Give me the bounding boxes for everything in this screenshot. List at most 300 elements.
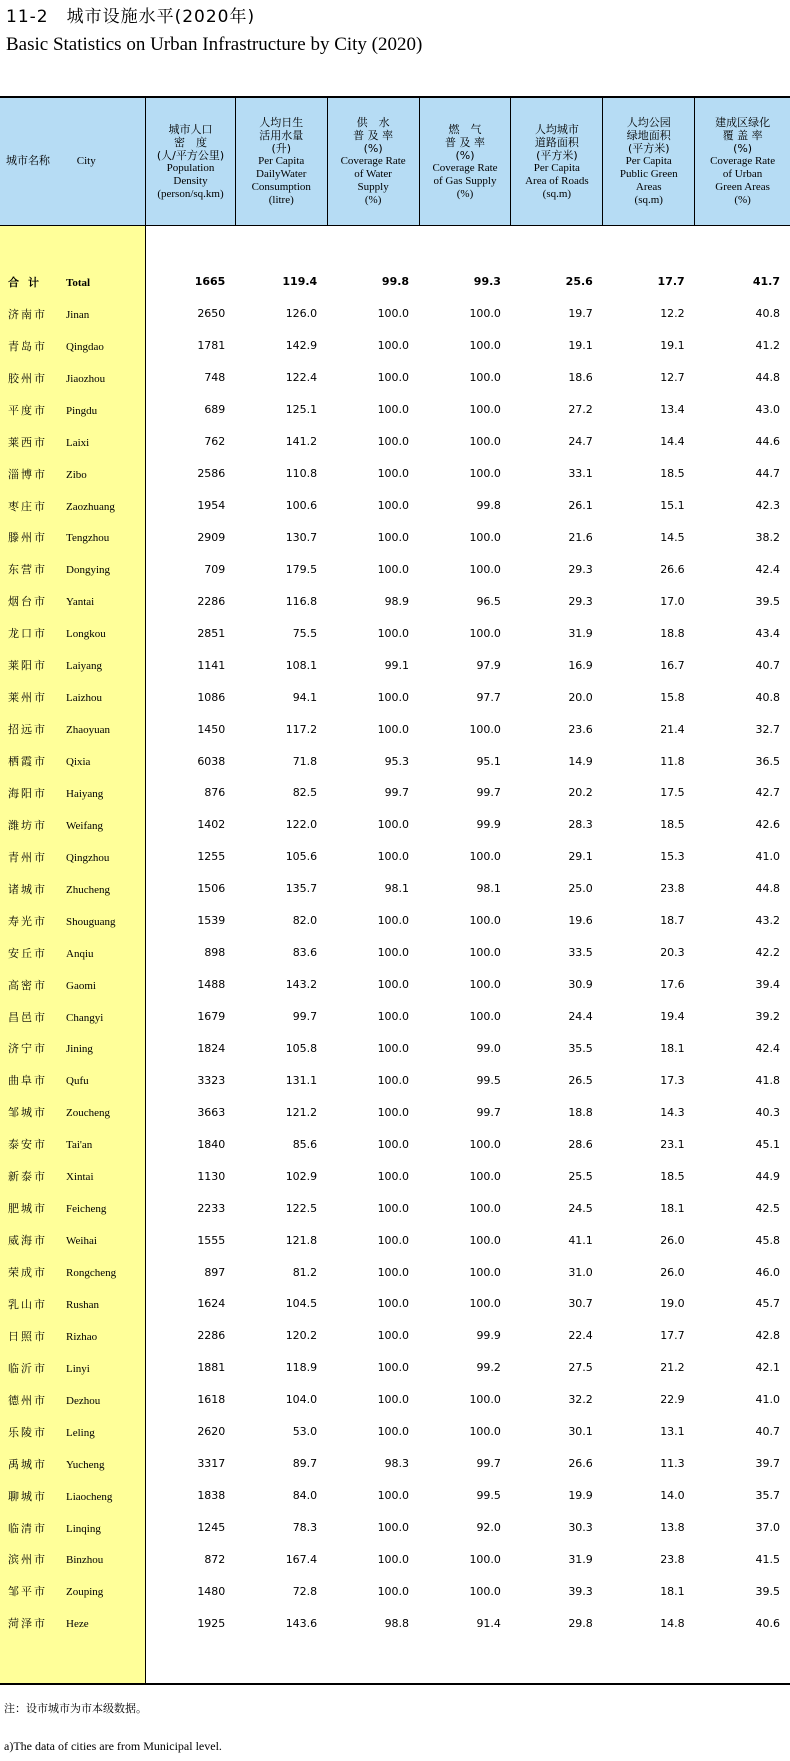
city-cell: [0, 522, 146, 554]
value-cell: 81.2: [292, 1265, 318, 1279]
city-name-cn: 莱西市: [8, 435, 47, 449]
value-cell: 41.5: [755, 1552, 780, 1566]
value-cell: 117.2: [285, 722, 318, 736]
value-cell: 1480: [197, 1584, 226, 1598]
table-row: [0, 873, 790, 905]
city-cell: [0, 745, 146, 777]
table-row: [0, 809, 790, 841]
value-cell: 19.4: [660, 1010, 685, 1024]
value-cell: 122.4: [285, 371, 318, 385]
header-cn-line: 普 及 率: [445, 135, 485, 149]
value-cell: 1506: [197, 882, 226, 896]
city-name-cn: 乐陵市: [8, 1425, 47, 1439]
value-cell: 21.6: [568, 530, 593, 544]
value-cell: 1618: [197, 1393, 226, 1407]
city-name-cn: 聊城市: [8, 1489, 47, 1503]
table-row: [0, 713, 790, 745]
value-cell: 46.0: [755, 1265, 780, 1279]
value-cell: 1245: [197, 1521, 226, 1535]
value-cell: 84.0: [292, 1489, 318, 1503]
value-cell: 99.3: [473, 275, 501, 289]
spacer-row: [0, 1639, 790, 1683]
header-cn-line: 人均日生: [259, 116, 304, 129]
value-cell: 19.7: [568, 307, 593, 321]
value-cell: 99.7: [476, 1457, 501, 1471]
value-cell: 2233: [197, 1201, 226, 1215]
city-name-cn: 济宁市: [8, 1042, 47, 1056]
value-cell: 28.3: [568, 818, 593, 832]
value-cell: 100.0: [469, 946, 501, 960]
value-cell: 71.8: [292, 754, 318, 768]
value-cell: 1555: [197, 1233, 226, 1247]
value-cell: 40.3: [755, 1105, 780, 1119]
city-name-cn: 曲阜市: [8, 1074, 47, 1088]
city-name-cn: 枣庄市: [8, 499, 47, 513]
value-cell: 2620: [197, 1425, 226, 1439]
value-cell: 18.5: [660, 467, 685, 481]
value-cell: 130.7: [285, 530, 318, 544]
city-name-cn: 莱州市: [8, 691, 47, 705]
value-cell: 14.8: [660, 1616, 685, 1630]
value-cell: 18.8: [568, 1105, 593, 1119]
value-cell: 104.5: [285, 1297, 318, 1311]
value-cell: 100.0: [377, 435, 410, 449]
city-name-en: Zhaoyuan: [66, 724, 110, 737]
header-cn-line: (平方米): [536, 148, 578, 162]
value-cell: 13.1: [660, 1425, 685, 1439]
value-cell: 100.0: [377, 1010, 410, 1024]
value-cell: 18.1: [660, 1201, 685, 1215]
city-name-cn: 栖霞市: [8, 755, 47, 769]
value-cell: 116.8: [285, 594, 318, 608]
value-cell: 100.0: [469, 1169, 501, 1183]
value-cell: 97.7: [476, 690, 501, 704]
value-cell: 14.0: [660, 1489, 685, 1503]
value-cell: 3323: [197, 1073, 226, 1087]
table-row: [0, 394, 790, 426]
value-cell: 3317: [197, 1457, 226, 1471]
value-cell: 100.0: [469, 562, 501, 576]
header-en-line: Per Capita: [533, 161, 580, 174]
value-cell: 75.5: [292, 626, 318, 640]
value-cell: 1624: [197, 1297, 226, 1311]
value-cell: 100.0: [377, 1105, 410, 1119]
value-cell: 99.5: [476, 1073, 501, 1087]
header-en-line: Coverage Rate: [710, 155, 776, 167]
table-row: [0, 1192, 790, 1224]
city-name-cn: 海阳市: [8, 786, 47, 800]
value-cell: 30.7: [568, 1297, 593, 1311]
value-cell: 100.0: [377, 1393, 410, 1407]
header-cn-line: (%): [455, 148, 475, 162]
city-cell: [0, 713, 146, 745]
value-cell: 99.8: [476, 499, 501, 513]
table-row: [0, 1033, 790, 1065]
value-cell: 131.1: [285, 1073, 318, 1087]
value-cell: 16.9: [568, 658, 593, 672]
city-name-cn: 昌邑市: [8, 1010, 47, 1024]
value-cell: 100.0: [469, 1201, 501, 1215]
value-cell: 100.0: [377, 1297, 410, 1311]
value-cell: 20.3: [660, 946, 685, 960]
header-cn-line: 燃 气: [448, 122, 482, 136]
statistics-table: [0, 98, 790, 1683]
value-cell: 41.0: [755, 1393, 780, 1407]
value-cell: 1838: [197, 1489, 226, 1503]
value-cell: 44.8: [755, 371, 780, 385]
city-cell: [0, 1192, 146, 1224]
city-name-en: Qixia: [66, 756, 91, 769]
value-cell: 43.2: [755, 914, 780, 928]
header-en-line: (%): [734, 194, 751, 206]
value-cell: 98.1: [384, 882, 410, 896]
value-cell: 97.9: [476, 658, 501, 672]
value-cell: 1665: [194, 275, 226, 289]
value-cell: 39.4: [755, 978, 780, 992]
table-title-cn: 11-2 城市设施水平(2020年): [6, 7, 256, 27]
city-name-cn: 临清市: [8, 1521, 47, 1535]
city-name-en: Qingdao: [66, 340, 104, 353]
city-name-en: Rongcheng: [66, 1267, 117, 1280]
city-name-cn: 东营市: [8, 563, 47, 577]
value-cell: 121.2: [285, 1105, 318, 1119]
table-row: [0, 1256, 790, 1288]
value-cell: 15.3: [660, 850, 685, 864]
city-name-en: Weifang: [66, 819, 103, 832]
city-cell: [0, 777, 146, 809]
value-cell: 17.5: [660, 786, 685, 800]
city-name-cn: 济南市: [8, 307, 47, 321]
value-cell: 82.0: [292, 914, 318, 928]
table-row: [0, 1416, 790, 1448]
header-en-line: of Urban: [722, 168, 763, 180]
table-row: [0, 841, 790, 873]
value-cell: 29.3: [568, 562, 593, 576]
value-cell: 125.1: [285, 403, 318, 417]
value-cell: 100.0: [377, 403, 410, 417]
value-cell: 2286: [197, 594, 226, 608]
city-cell: [0, 1544, 146, 1576]
city-cell: [0, 490, 146, 522]
value-cell: 40.7: [755, 1425, 780, 1439]
value-cell: 78.3: [292, 1521, 318, 1535]
value-cell: 1539: [197, 914, 226, 928]
footnote-cn: 注：设市城市为市本级数据。: [4, 1702, 147, 1715]
city-name-en: Qingzhou: [66, 851, 110, 864]
city-name-cn: 胶州市: [8, 371, 47, 385]
city-cell: [0, 458, 146, 490]
table-row: [0, 1288, 790, 1320]
city-name-en: Yucheng: [66, 1458, 105, 1471]
city-name-cn: 高密市: [8, 978, 47, 992]
table-row: [0, 1352, 790, 1384]
value-cell: 14.3: [660, 1105, 685, 1119]
value-cell: 897: [204, 1265, 226, 1279]
header-population-density: [146, 98, 236, 226]
header-park-green-area: [603, 98, 695, 226]
value-cell: 28.6: [568, 1137, 593, 1151]
value-cell: 14.5: [660, 530, 685, 544]
value-cell: 17.3: [660, 1073, 685, 1087]
value-cell: 100.0: [469, 1297, 501, 1311]
city-name-cn: 邹城市: [8, 1106, 47, 1120]
header-cn-line: 密 度: [173, 135, 207, 149]
value-cell: 19.6: [568, 914, 593, 928]
city-cell: [0, 649, 146, 681]
header-row: [0, 98, 790, 226]
value-cell: 23.6: [568, 722, 593, 736]
value-cell: 99.7: [292, 1010, 318, 1024]
value-cell: 142.9: [285, 339, 318, 353]
header-cn-line: (人/平方公里): [156, 148, 225, 162]
value-cell: 16.7: [660, 658, 685, 672]
value-cell: 23.8: [660, 882, 685, 896]
value-cell: 99.7: [384, 786, 410, 800]
value-cell: 98.3: [384, 1457, 410, 1471]
value-cell: 39.5: [755, 594, 780, 608]
value-cell: 1488: [197, 978, 226, 992]
value-cell: 94.1: [292, 690, 318, 704]
table-row: [0, 266, 790, 298]
header-water-consumption: [235, 98, 327, 226]
table-row: [0, 298, 790, 330]
city-name-en: Zoucheng: [66, 1107, 110, 1120]
header-cn-line: 普 及 率: [353, 129, 394, 142]
value-cell: 41.7: [752, 275, 780, 289]
value-cell: 42.5: [755, 1201, 780, 1215]
city-name-en: Changyi: [66, 1011, 104, 1024]
value-cell: 110.8: [285, 467, 318, 481]
table-row: [0, 1001, 790, 1033]
value-cell: 85.6: [292, 1137, 318, 1151]
value-cell: 25.6: [565, 275, 593, 289]
value-cell: 18.6: [568, 371, 593, 385]
value-cell: 42.4: [755, 562, 780, 576]
city-cell: [0, 1096, 146, 1128]
value-cell: 41.2: [755, 339, 780, 353]
city-cell: [0, 1224, 146, 1256]
value-cell: 44.6: [755, 435, 780, 449]
value-cell: 42.8: [755, 1329, 780, 1343]
value-cell: 100.0: [469, 722, 501, 736]
city-name-cn: 乳山市: [8, 1297, 47, 1311]
value-cell: 32.2: [568, 1393, 593, 1407]
value-cell: 100.0: [469, 914, 501, 928]
city-name-en: Linqing: [66, 1522, 101, 1535]
value-cell: 104.0: [285, 1393, 318, 1407]
city-name-en: Heze: [66, 1618, 89, 1631]
value-cell: 100.0: [469, 1425, 501, 1439]
value-cell: 29.3: [568, 594, 593, 608]
value-cell: 1954: [197, 499, 226, 513]
value-cell: 35.7: [755, 1489, 780, 1503]
value-cell: 126.0: [285, 307, 318, 321]
value-cell: 17.7: [657, 275, 685, 289]
value-cell: 40.7: [755, 658, 780, 672]
value-cell: 22.9: [660, 1393, 685, 1407]
value-cell: 99.0: [476, 1041, 501, 1055]
value-cell: 21.2: [660, 1361, 685, 1375]
city-name-cn: 邹平市: [8, 1585, 47, 1599]
table-row: [0, 362, 790, 394]
value-cell: 1450: [197, 722, 226, 736]
value-cell: 1130: [197, 1169, 226, 1183]
value-cell: 24.5: [568, 1201, 593, 1215]
value-cell: 37.0: [755, 1521, 780, 1535]
header-en-line: of Gas Supply: [433, 174, 497, 187]
value-cell: 100.0: [469, 626, 501, 640]
city-name-en: Leling: [66, 1426, 95, 1439]
value-cell: 100.0: [377, 1489, 410, 1503]
value-cell: 100.0: [469, 1584, 501, 1598]
city-name-en: Tai'an: [66, 1139, 93, 1152]
value-cell: 82.5: [292, 786, 318, 800]
header-cn-line: 人均城市: [534, 122, 579, 136]
value-cell: 27.2: [568, 403, 593, 417]
city-name-en: Binzhou: [66, 1554, 104, 1567]
value-cell: 100.0: [469, 1137, 501, 1151]
value-cell: 179.5: [285, 562, 318, 576]
footnote-en: a)The data of cities are from Municipal level.: [4, 1739, 222, 1753]
city-name-en: Dezhou: [66, 1394, 101, 1407]
city-name-cn: 烟台市: [8, 595, 47, 609]
city-cell: [0, 1639, 146, 1683]
value-cell: 39.5: [755, 1584, 780, 1598]
value-cell: 38.2: [755, 530, 780, 544]
header-cn-line: 建成区绿化: [715, 116, 771, 129]
value-cell: 72.8: [292, 1584, 318, 1598]
value-cell: 100.0: [377, 946, 410, 960]
value-cell: 100.0: [469, 1552, 501, 1566]
value-cell: 26.0: [660, 1233, 685, 1247]
value-cell: 2909: [197, 530, 226, 544]
value-cell: 22.4: [568, 1329, 593, 1343]
value-cell: 100.0: [377, 914, 410, 928]
value-cell: 1840: [197, 1137, 226, 1151]
value-cell: 95.1: [476, 754, 501, 768]
value-cell: 19.0: [660, 1297, 685, 1311]
value-cell: 100.0: [469, 850, 501, 864]
value-cell: 100.0: [377, 1361, 410, 1375]
value-cell: 100.0: [377, 818, 410, 832]
value-cell: 39.3: [568, 1584, 593, 1598]
table-row: [0, 1096, 790, 1128]
value-cell: 45.1: [755, 1137, 780, 1151]
value-cell: 1141: [197, 658, 226, 672]
header-water-coverage: [327, 98, 419, 226]
city-cell: [0, 809, 146, 841]
value-cell: 18.1: [660, 1041, 685, 1055]
value-cell: 26.1: [568, 499, 593, 513]
value-cell: 100.0: [377, 850, 410, 864]
city-name-en: Zibo: [66, 468, 87, 481]
value-cell: 98.9: [384, 594, 410, 608]
value-cell: 1824: [197, 1041, 226, 1055]
value-cell: 100.0: [377, 690, 410, 704]
value-cell: 100.0: [469, 1265, 501, 1279]
value-cell: 100.0: [377, 1201, 410, 1215]
value-cell: 99.7: [476, 786, 501, 800]
value-cell: 100.0: [377, 339, 410, 353]
value-cell: 100.0: [469, 403, 501, 417]
city-name-en: Zaozhuang: [66, 500, 115, 513]
city-cell: [0, 873, 146, 905]
value-cell: 119.4: [282, 275, 318, 289]
value-cell: 18.5: [660, 818, 685, 832]
value-cell: 13.4: [660, 403, 685, 417]
value-cell: 33.5: [568, 946, 593, 960]
spacer-row: [0, 226, 790, 267]
value-cell: 18.1: [660, 1584, 685, 1598]
value-cell: 99.1: [384, 658, 410, 672]
value-cell: 17.7: [660, 1329, 685, 1343]
value-cell: 42.1: [755, 1361, 780, 1375]
city-cell: [0, 585, 146, 617]
value-cell: 43.4: [755, 626, 780, 640]
header-city-cn: 城市名称: [6, 155, 50, 167]
header-cn-line: 绿地面积: [626, 129, 671, 142]
header-road-area: [511, 98, 603, 226]
value-cell: 95.3: [384, 754, 410, 768]
city-cell: [0, 681, 146, 713]
value-cell: 14.9: [568, 754, 593, 768]
city-cell: [0, 426, 146, 458]
city-name-en: Liaocheng: [66, 1490, 113, 1503]
value-cell: 40.8: [755, 307, 780, 321]
value-cell: 13.8: [660, 1521, 685, 1535]
city-name-cn: 威海市: [8, 1234, 47, 1248]
value-cell: 2851: [197, 626, 226, 640]
value-cell: 118.9: [285, 1361, 318, 1375]
value-cell: 2650: [197, 307, 226, 321]
city-name-en: Pingdu: [66, 404, 98, 417]
value-cell: 709: [204, 562, 226, 576]
table-body: [0, 226, 790, 1684]
table-row: [0, 426, 790, 458]
table-row: [0, 1384, 790, 1416]
header-en-line: (%): [364, 194, 382, 206]
city-name-en: Yantai: [66, 596, 95, 609]
value-cell: 100.0: [377, 1584, 410, 1598]
city-cell: [0, 1128, 146, 1160]
header-en-line: (person/sq.km): [157, 187, 224, 200]
city-name-cn: 平度市: [8, 403, 47, 417]
header-en-line: of Water: [354, 168, 392, 180]
value-cell: 30.3: [568, 1521, 593, 1535]
table-row: [0, 649, 790, 681]
header-en-line: Per Capita: [258, 155, 305, 167]
table-row: [0, 777, 790, 809]
value-cell: 19.9: [568, 1489, 593, 1503]
city-cell: [0, 298, 146, 330]
table-row: [0, 1320, 790, 1352]
city-name-cn: 招远市: [8, 723, 47, 737]
city-name-cn: 青岛市: [8, 339, 47, 353]
city-name-en: Xintai: [66, 1171, 94, 1184]
header-cn-line: 道路面积: [534, 135, 579, 149]
value-cell: 689: [204, 403, 226, 417]
value-cell: 121.8: [285, 1233, 318, 1247]
value-cell: 23.1: [660, 1137, 685, 1151]
value-cell: 44.8: [755, 882, 780, 896]
city-name-cn: 日照市: [8, 1329, 47, 1343]
value-cell: 1086: [197, 690, 226, 704]
value-cell: 83.6: [292, 946, 318, 960]
city-cell: [0, 905, 146, 937]
value-cell: 25.0: [568, 882, 593, 896]
header-city: [0, 98, 146, 226]
value-cell: 99.2: [476, 1361, 501, 1375]
